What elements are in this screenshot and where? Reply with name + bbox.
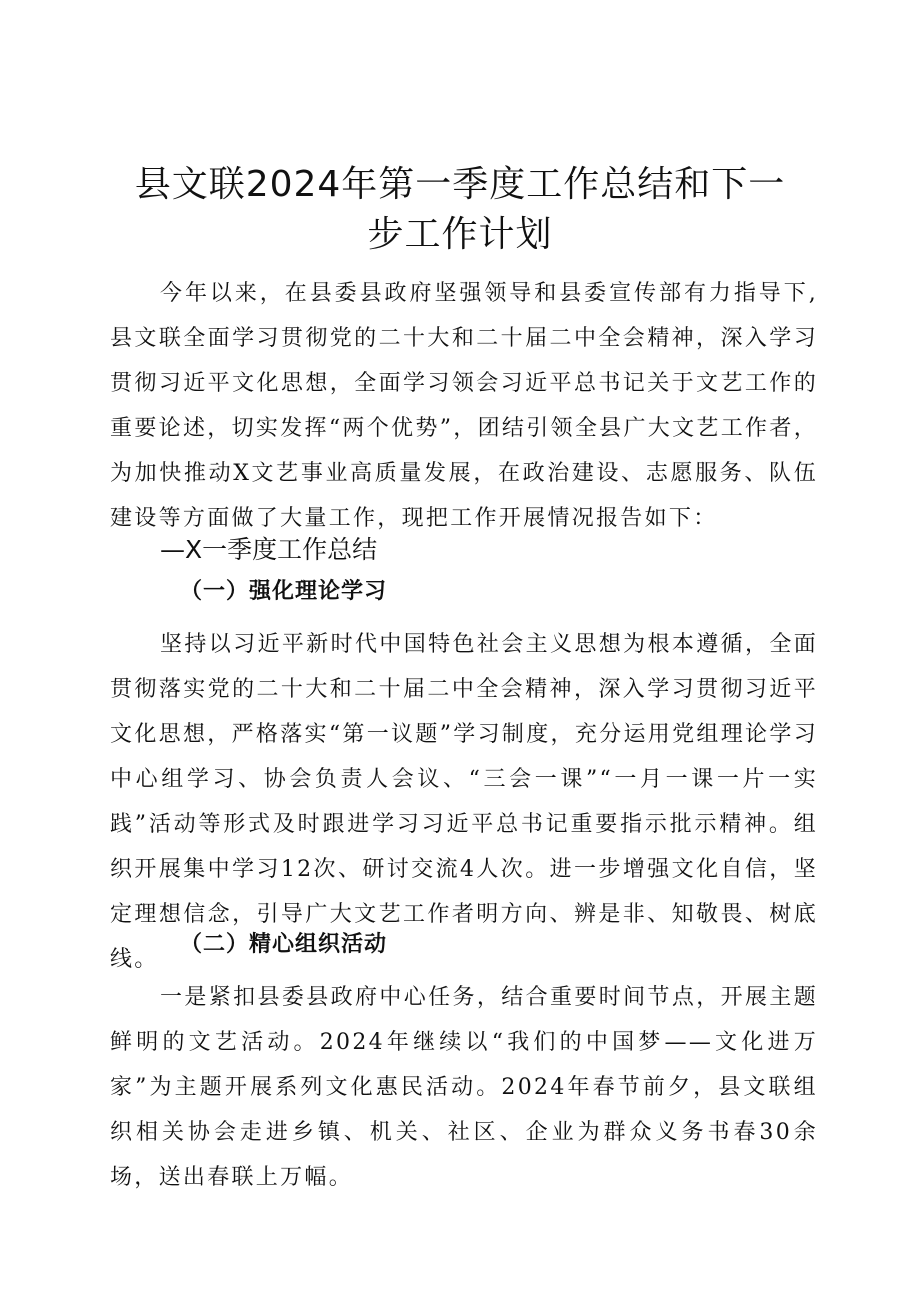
section-heading-1: —X一季度工作总结 [160,535,378,564]
subsection-heading-2: （二）精心组织活动 [180,932,388,957]
subsection-1-body: 坚持以习近平新时代中国特色社会主义思想为根本遵循，全面贯彻落实党的二十大和二十届二中全会精神，深入学习贯彻习近平文化思想，严格落实“第一议题”学习制度，充分运用党组理论学习中心组学习、协会负责人会议、“三会一课”“一月一课一片一实践”活动等形式及时跟进学习习近平总书记重要指示批示精神。组织开展集中学习12次、研讨交流4人次。进一步增强文化自信，坚定理想信念，引导广大文艺工作者明方向、辨是非、知敬畏、树底线。 [110,632,818,972]
subsection-2-body: 一是紧扣县委县政府中心任务，结合重要时间节点，开展主题鲜明的文艺活动。2024年继续以“我们的中国梦——文化进万家”为主题开展系列文化惠民活动。2024年春节前夕，县文联组织相关协会走进乡镇、机关、社区、企业为群众义务书春30余场，送出春联上万幅。 [110,985,818,1190]
subsection-heading-1: （一）强化理论学习 [180,579,388,604]
document-title: 县文联2024年第一季度工作总结和下一步工作计划 [134,164,786,255]
intro-paragraph: 今年以来，在县委县政府坚强领导和县委宣传部有力指导下,县文联全面学习贯彻党的二十大和二十届二中全会精神，深入学习贯彻习近平文化思想，全面学习领会习近平总书记关于文艺工作的重要论述，切实发挥“两个优势”，团结引领全县广大文艺工作者，为加快推动X文艺事业高质量发展，在政治建设、志愿服务、队伍建设等方面做了大量工作，现把工作开展情况报告如下： [110,281,818,531]
